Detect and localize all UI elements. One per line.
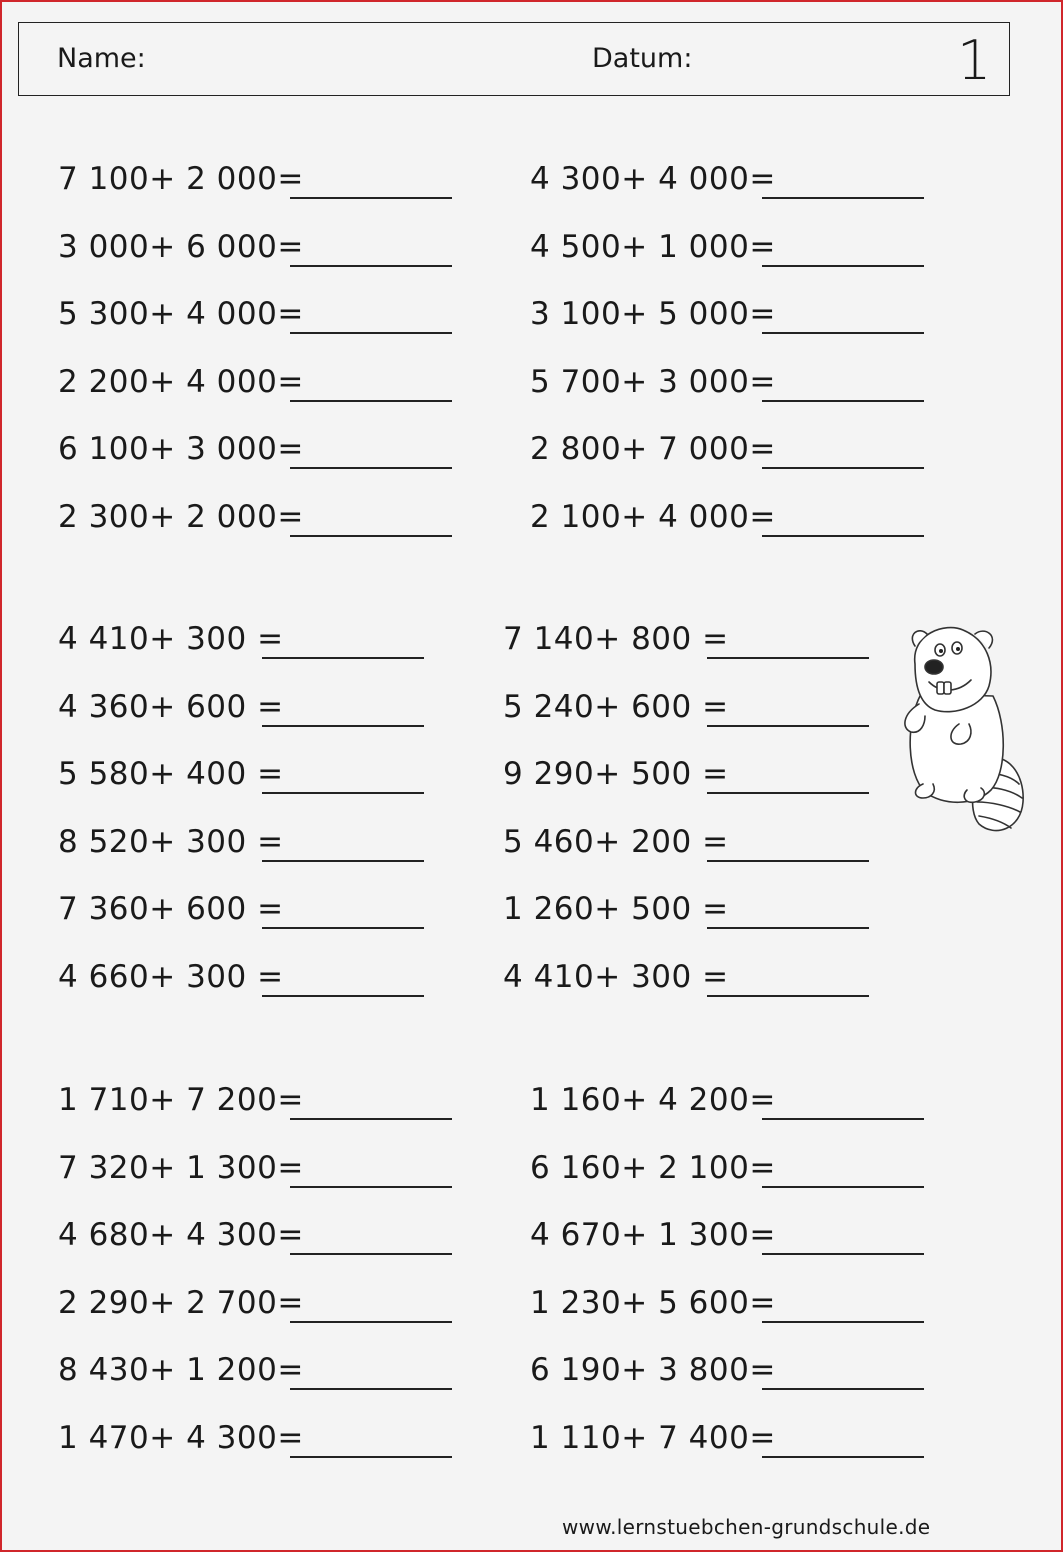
task-row [503, 947, 877, 997]
answer-line[interactable] [762, 1186, 924, 1188]
task-row [530, 1138, 932, 1188]
task-row [530, 1273, 932, 1323]
task-row [530, 217, 932, 267]
answer-line[interactable] [762, 265, 924, 267]
task-expression: 2 290+ 2 700= [58, 1284, 304, 1321]
answer-line[interactable] [290, 467, 452, 469]
task-expression: 4 500+ 1 000= [530, 228, 776, 265]
answer-line[interactable] [290, 1321, 452, 1323]
task-row [58, 947, 432, 997]
task-expression: 5 300+ 4 000= [58, 296, 304, 332]
task-expression: 7 360+ 600 = [58, 891, 284, 927]
answer-line[interactable] [762, 1321, 924, 1323]
task-expression: 6 100+ 3 000= [58, 431, 304, 467]
task-row [530, 1340, 932, 1390]
task-expression: 7 140+ 800 = [503, 621, 729, 657]
task-row [58, 217, 460, 267]
answer-line[interactable] [707, 725, 869, 727]
task-expression: 4 670+ 1 300= [530, 1217, 776, 1253]
answer-line[interactable] [262, 860, 424, 862]
answer-line[interactable] [290, 1118, 452, 1120]
task-row [530, 419, 932, 469]
answer-line[interactable] [762, 1456, 924, 1458]
task-expression: 1 260+ 500 = [503, 891, 729, 927]
task-expression: 1 470+ 4 300= [58, 1419, 304, 1456]
task-row [58, 1138, 460, 1188]
answer-line[interactable] [290, 332, 452, 334]
answer-line[interactable] [290, 535, 452, 537]
task-expression: 6 160+ 2 100= [530, 1149, 776, 1186]
task-expression: 5 580+ 400 = [58, 756, 284, 792]
task-row [58, 879, 432, 929]
task-expression: 8 520+ 300 = [58, 823, 284, 860]
answer-line[interactable] [707, 927, 869, 929]
task-expression: 1 230+ 5 600= [530, 1284, 776, 1321]
answer-line[interactable] [762, 1388, 924, 1390]
task-row [58, 1340, 460, 1390]
task-row [503, 879, 877, 929]
task-row [58, 352, 460, 402]
task-expression: 4 300+ 4 000= [530, 161, 776, 197]
task-expression: 2 800+ 7 000= [530, 431, 776, 467]
answer-line[interactable] [762, 197, 924, 199]
task-row [530, 487, 932, 537]
date-label: Datum: [592, 43, 693, 74]
answer-line[interactable] [290, 265, 452, 267]
answer-line[interactable] [707, 657, 869, 659]
task-expression: 3 100+ 5 000= [530, 296, 776, 332]
header-box [18, 22, 1010, 96]
task-row [58, 284, 460, 334]
name-label: Name: [57, 43, 146, 74]
task-row [58, 812, 432, 862]
task-expression: 4 680+ 4 300= [58, 1217, 304, 1253]
answer-line[interactable] [290, 1388, 452, 1390]
task-expression: 2 100+ 4 000= [530, 498, 776, 535]
task-row [58, 609, 432, 659]
task-row [58, 744, 432, 794]
task-row [530, 1205, 932, 1255]
task-row [503, 812, 877, 862]
task-row [530, 352, 932, 402]
sheet-number: 1 [957, 29, 992, 92]
task-expression: 1 110+ 7 400= [530, 1419, 776, 1456]
task-expression: 7 320+ 1 300= [58, 1149, 304, 1186]
task-row [58, 1070, 460, 1120]
answer-line[interactable] [290, 1253, 452, 1255]
answer-line[interactable] [762, 1253, 924, 1255]
task-expression: 5 460+ 200 = [503, 823, 729, 860]
task-row [530, 284, 932, 334]
task-row [530, 1070, 932, 1120]
task-row [58, 1205, 460, 1255]
task-row [58, 419, 460, 469]
task-row [503, 744, 877, 794]
task-expression: 9 290+ 500 = [503, 756, 729, 792]
task-row [530, 1408, 932, 1458]
task-row [58, 1273, 460, 1323]
task-expression: 5 240+ 600 = [503, 688, 729, 725]
task-expression: 6 190+ 3 800= [530, 1352, 776, 1388]
task-expression: 5 700+ 3 000= [530, 363, 776, 400]
beaver-icon [895, 624, 1031, 844]
answer-line[interactable] [262, 995, 424, 997]
answer-line[interactable] [762, 467, 924, 469]
footer-url: www.lernstuebchen-grundschule.de [562, 1515, 931, 1539]
answer-line[interactable] [262, 927, 424, 929]
answer-line[interactable] [262, 792, 424, 794]
task-row [58, 1408, 460, 1458]
task-row [58, 487, 460, 537]
task-expression: 8 430+ 1 200= [58, 1352, 304, 1388]
task-expression: 2 200+ 4 000= [58, 363, 304, 400]
answer-line[interactable] [707, 860, 869, 862]
task-row [503, 677, 877, 727]
answer-line[interactable] [290, 400, 452, 402]
answer-line[interactable] [290, 1186, 452, 1188]
answer-line[interactable] [762, 332, 924, 334]
task-row [530, 149, 932, 199]
answer-line[interactable] [262, 657, 424, 659]
task-expression: 4 660+ 300 = [58, 958, 284, 995]
answer-line[interactable] [762, 400, 924, 402]
task-expression: 1 160+ 4 200= [530, 1082, 776, 1118]
answer-line[interactable] [290, 197, 452, 199]
answer-line[interactable] [762, 1118, 924, 1120]
answer-line[interactable] [707, 995, 869, 997]
answer-line[interactable] [707, 792, 869, 794]
task-expression: 3 000+ 6 000= [58, 228, 304, 265]
task-row [58, 149, 460, 199]
task-expression: 2 300+ 2 000= [58, 498, 304, 535]
answer-line[interactable] [762, 535, 924, 537]
task-expression: 1 710+ 7 200= [58, 1082, 304, 1118]
task-expression: 4 410+ 300 = [503, 958, 729, 995]
answer-line[interactable] [290, 1456, 452, 1458]
task-row [503, 609, 877, 659]
answer-line[interactable] [262, 725, 424, 727]
task-row [58, 677, 432, 727]
task-expression: 4 360+ 600 = [58, 688, 284, 725]
task-expression: 4 410+ 300 = [58, 621, 284, 657]
task-expression: 7 100+ 2 000= [58, 161, 304, 197]
